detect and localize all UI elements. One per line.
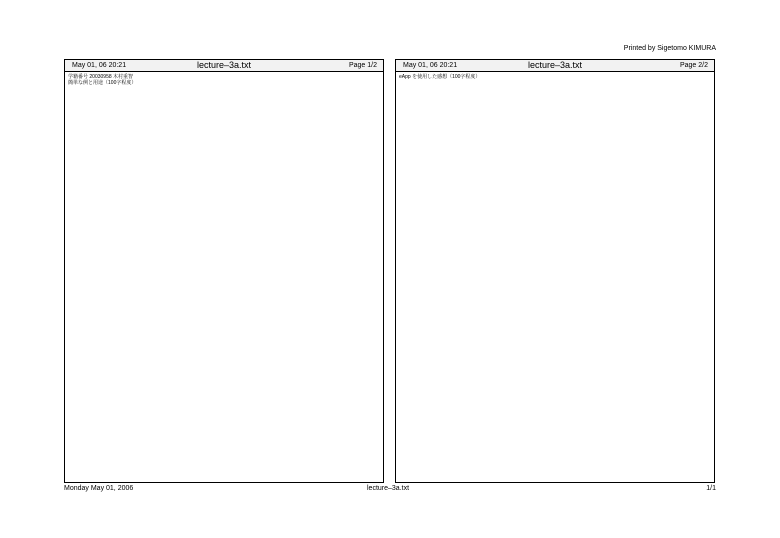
printed-by-label: Printed by Sigetomo KIMURA xyxy=(623,45,716,52)
text-line: eApp を使用した感想（100字程度） xyxy=(399,74,481,80)
footer-date: Monday May 01, 2006 xyxy=(64,485,134,492)
page-date: May 01, 06 20:21 xyxy=(72,62,127,69)
page-date: May 01, 06 20:21 xyxy=(403,62,458,69)
page-sheet-2 xyxy=(395,59,715,483)
footer-filename: lecture–3a.txt xyxy=(367,485,410,492)
page-number: Page 1/2 xyxy=(348,62,377,69)
page-header-2 xyxy=(396,60,714,72)
text-line: 簡単な例と用途（100字程度） xyxy=(68,80,137,86)
footer-sheet-count: 1/1 xyxy=(706,485,716,492)
page-file-title: lecture–3a.txt xyxy=(196,60,252,70)
page-body-2 xyxy=(396,72,714,82)
page-sheet-1 xyxy=(64,59,384,483)
page-body-1 xyxy=(65,72,383,88)
text-line: 学籍番号 20030958 木村重智 xyxy=(68,74,134,80)
page-number: Page 2/2 xyxy=(679,62,708,69)
page-file-title: lecture–3a.txt xyxy=(527,60,583,70)
page-header-1 xyxy=(65,60,383,72)
